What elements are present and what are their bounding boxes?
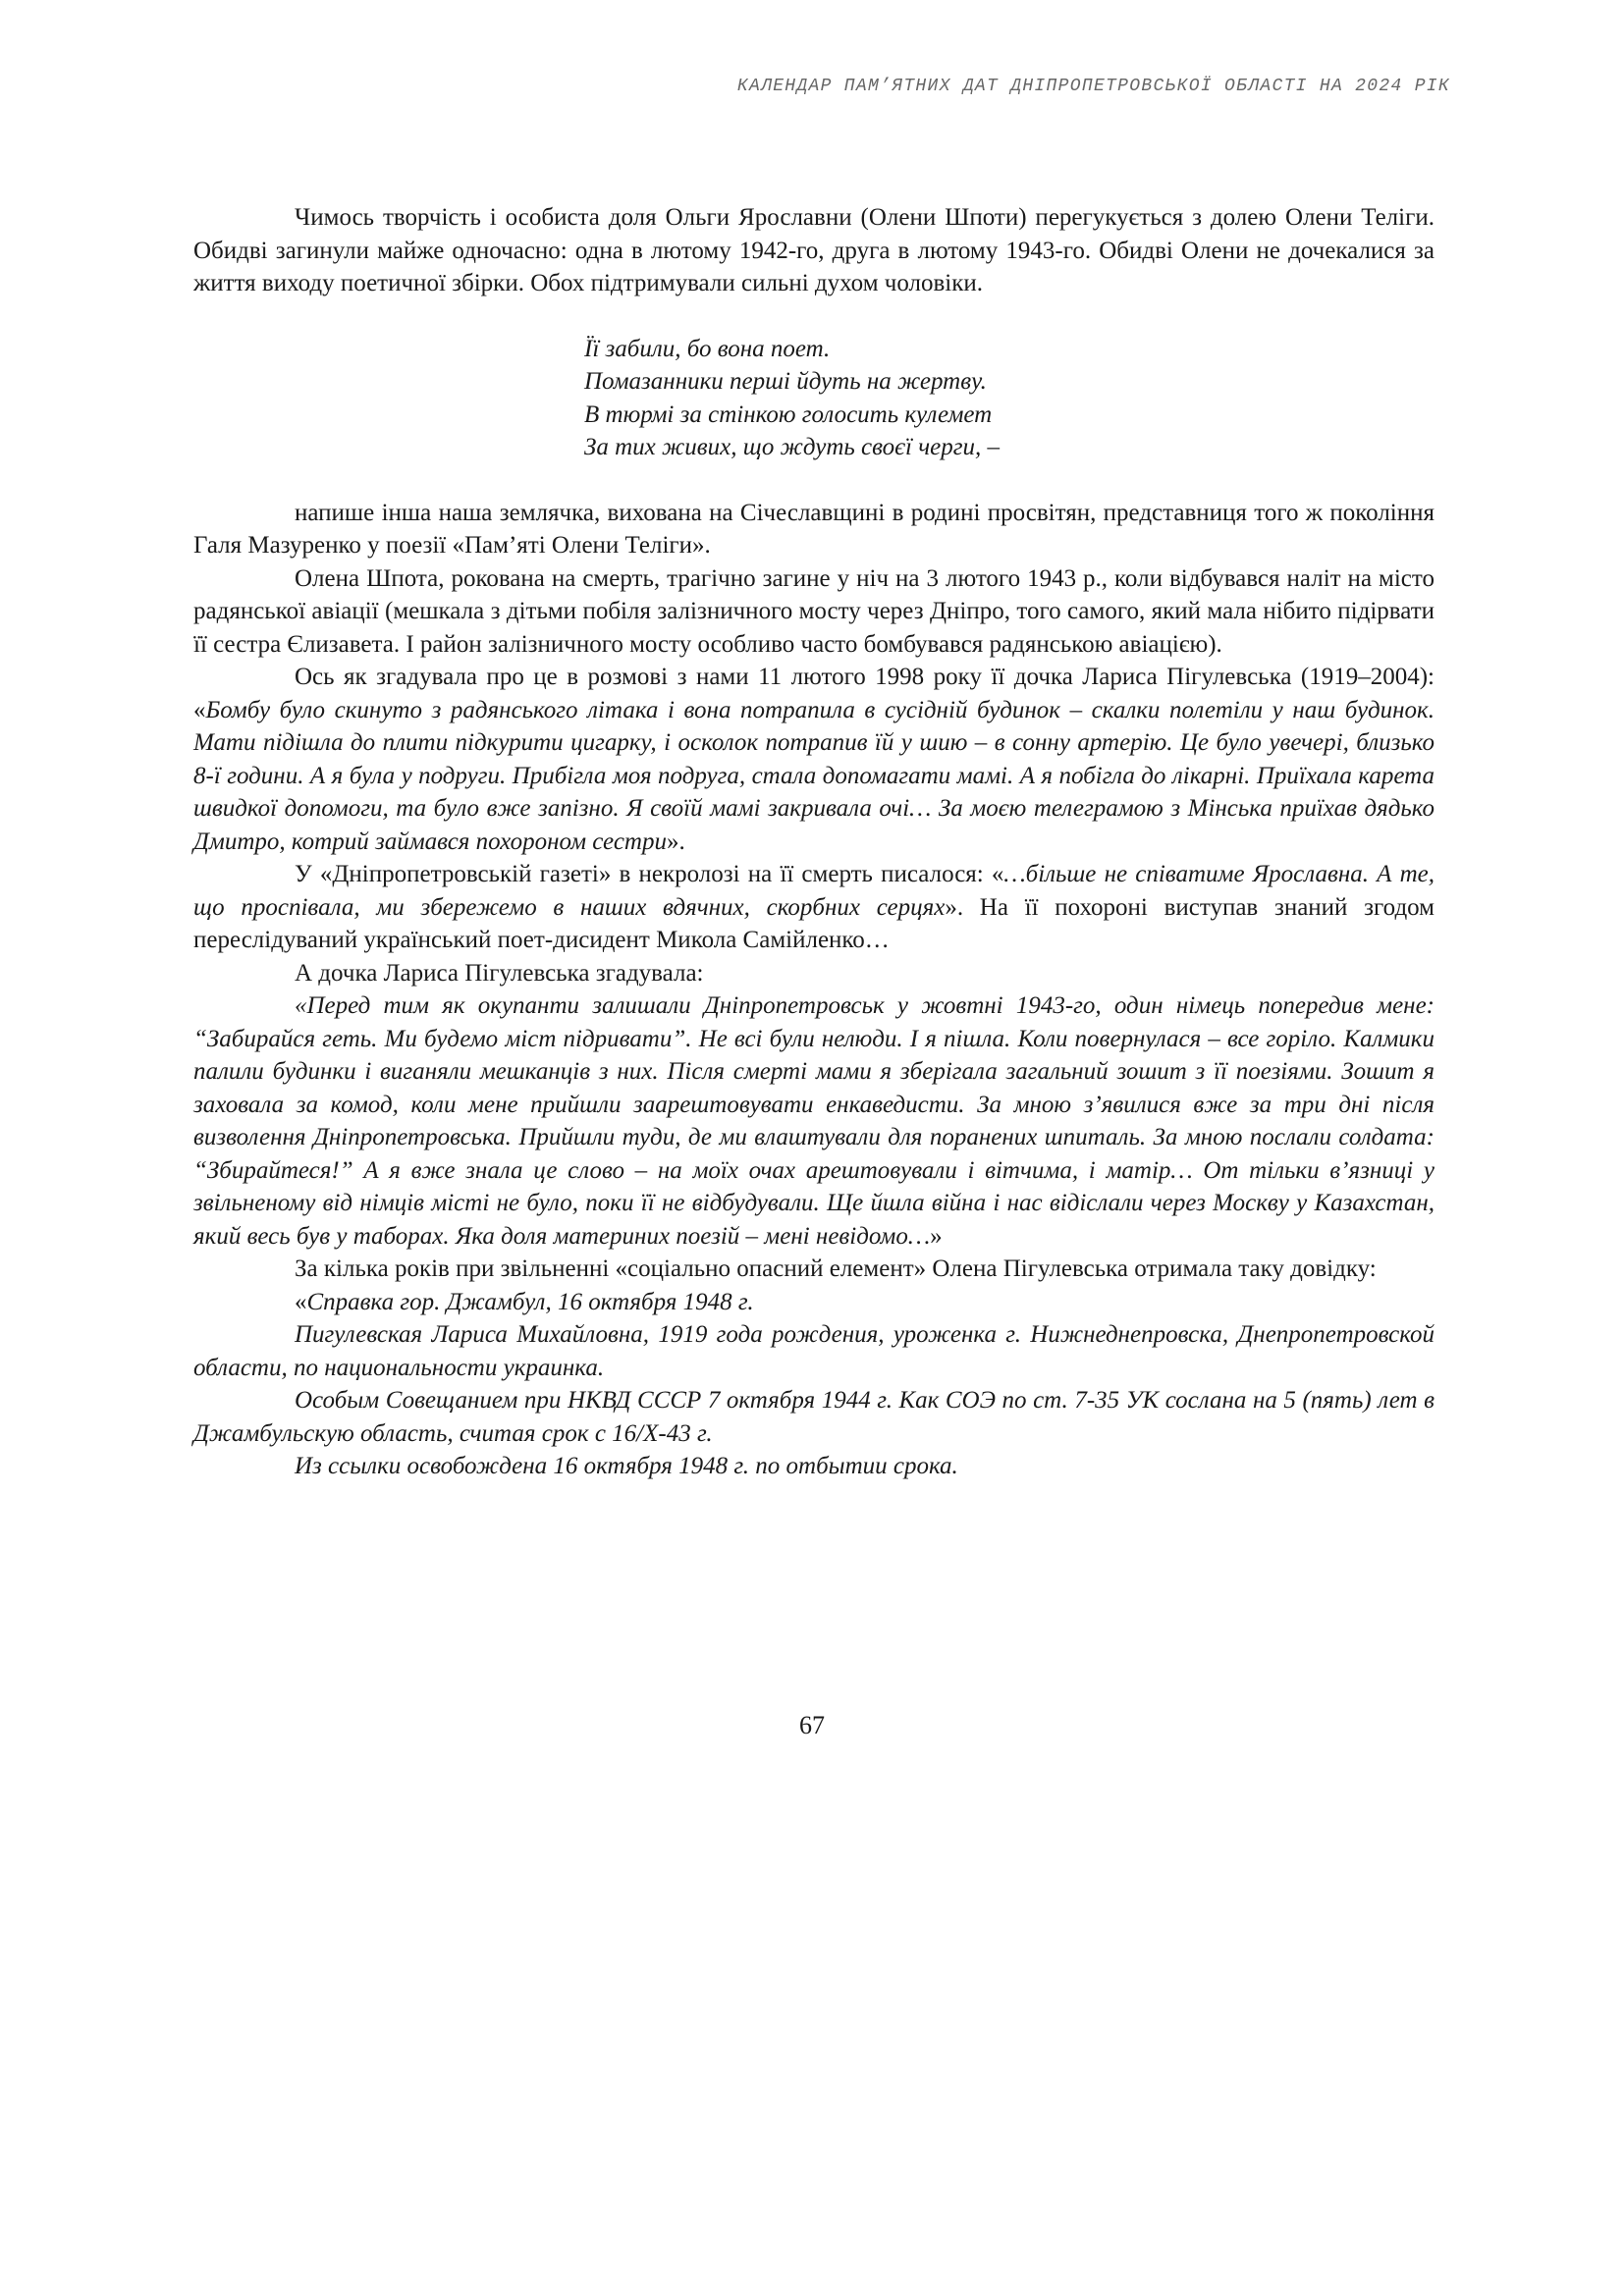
paragraph-10: Пигулевская Лариса Михайловна, 1919 года рождения, уроженка г. Нижнеднепровска, Днепропетровской области, по национальности украинка. [193, 1321, 1435, 1381]
paragraph-6: А дочка Лариса Пігулевська згадувала: [295, 959, 704, 987]
paragraph-5-end: ». На її похороні виступав знаний згодом переслідуваний український поет-дисидент Микола Самійленко… [193, 893, 1435, 953]
paragraph-5 [193, 858, 1435, 957]
paragraph-11: Особым Совещанием при НКВД СССР 7 октября 1944 г. Как СОЭ по ст. 7-35 УК сослана на 5 (пять) лет в Джамбульскую область, считая срок с 16/X-43 г. [193, 1387, 1435, 1447]
paragraph-7-open: « [295, 992, 307, 1019]
paragraph-5-quote: …більше не співатиме Ярославна. А те, що проспівала, ми збережемо в наших вдячних, скорбних серцях [193, 861, 1435, 921]
poem-line-3: В тюрмі за стінкою голосить кулемет [584, 400, 993, 428]
paragraph-4-quote: Бомбу було скинуто з радянського літака і вона потрапила в сусідній будинок – скалки полетіли у наш будинок. Мати підішла до плити підкурити цигарку, і осколок потрапив їй у шию – в сонну артерію. Це було увечері, близько 8-ї години. А я була у подруги. Прибігла моя подруга, стала допомагати мамі. А я побігла до лікарні. Приїхала карета швидкої допомоги, та було вже запізно. Я своїй мамі закривала очі… За моєю телеграмою з Мінська приїхав дядько Дмитро, котрий займався похороном сестри [193, 696, 1435, 855]
running-header: КАЛЕНДАР ПАМ’ЯТНИХ ДАТ ДНІПРОПЕТРОВСЬКОЇ ОБЛАСТІ НА 2024 РІК [736, 77, 1450, 96]
poem-line-4: За тих живих, що ждуть своєї черги, – [584, 434, 1000, 460]
paragraph-9-quote: Справка гор. Джамбул, 16 октября 1948 г. [306, 1288, 754, 1315]
paragraph-2: напише інша наша землячка, вихована на Січеславщині в родині просвітян, представниця того ж покоління Галя Мазуренко у поезії «Пам’яті Олени Теліги». [193, 499, 1435, 559]
paragraph-1: Чимось творчість і особиста доля Ольги Ярославни (Олени Шпоти) перегукується з долею Олени Теліги. Обидві загинули майже одночасно: одна в лютому 1942-го, друга в лютому 1943-го. Обидві Олени не дочекалися за життя виходу поетичної збірки. Обох підтримували сильні духом чоловіки. [193, 204, 1435, 296]
paragraph-4 [193, 661, 1435, 858]
paragraph-5-intro: У «Дніпропетровській газеті» в некролозі на її смерть писалося: « [295, 861, 1004, 887]
poem-line-2: Помазанники перші йдуть на жертву. [584, 368, 987, 395]
paragraph-3: Олена Шпота, рокована на смерть, трагічно загине у ніч на 3 лютого 1943 р., коли відбувався наліт на місто радянської авіації (мешкала з дітьми побіля залізничного мосту через Дніпро, того самого, який мала нібито підірвати її сестра Єлизавета. І район залізничного мосту особливо часто бомбувався радянською авіацією). [193, 564, 1435, 658]
paragraph-7 [193, 989, 1435, 1253]
paragraph-7-close: » [930, 1222, 943, 1250]
paragraph-9-open: « [295, 1288, 307, 1315]
poem-line-1: Її забили, бо вона поет. [584, 335, 831, 362]
page-body [193, 201, 1435, 1483]
paragraph-9 [193, 1286, 1435, 1319]
paragraph-8: За кілька років при звільненні «соціально опасний елемент» Олена Пігулевська отримала таку довідку: [295, 1255, 1377, 1282]
page-number: 67 [799, 1711, 825, 1739]
paragraph-7-quote: Перед тим як окупанти залишали Дніпропетровськ у жовтні 1943-го, один німець попередив мене: “Забирайся геть. Ми будемо міст підривати”. Не всі були нелюди. І я пішла. Коли повернулася – все горіло. Калмики палили будинки і виганяли мешканців з них. Після смерті мами я зберігала загальний зошит з її поезіями. Зошит я заховала за комод, коли мене прийшли заарештовувати енкаведисти. За мною з’явилися вже за три дні після визволення Дніпропетровська. Прийшли туди, де ми влаштували для поранених шпиталь. За мною послали солдата: “Збирайтеся!” А я вже знала це слово – на моїх очах арештовували і вітчима, і матір… От тільки в’язниці у звільненому від німців місті не було, поки її не відбудували. Ще йшла війна і нас відіслали через Москву у Казахстан, який весь був у таборах. Яка доля материних поезій – мені невідомо… [193, 992, 1435, 1250]
paragraph-4-intro: Ось як згадувала про це в розмові з нами 11 лютого 1998 року її дочка Лариса Пігулевська (1919–2004): « [193, 664, 1435, 723]
poem-stanza [584, 333, 1435, 464]
paragraph-12: Из ссылки освобождена 16 октября 1948 г. по отбытии срока. [295, 1453, 958, 1479]
paragraph-4-end: ». [666, 828, 685, 855]
